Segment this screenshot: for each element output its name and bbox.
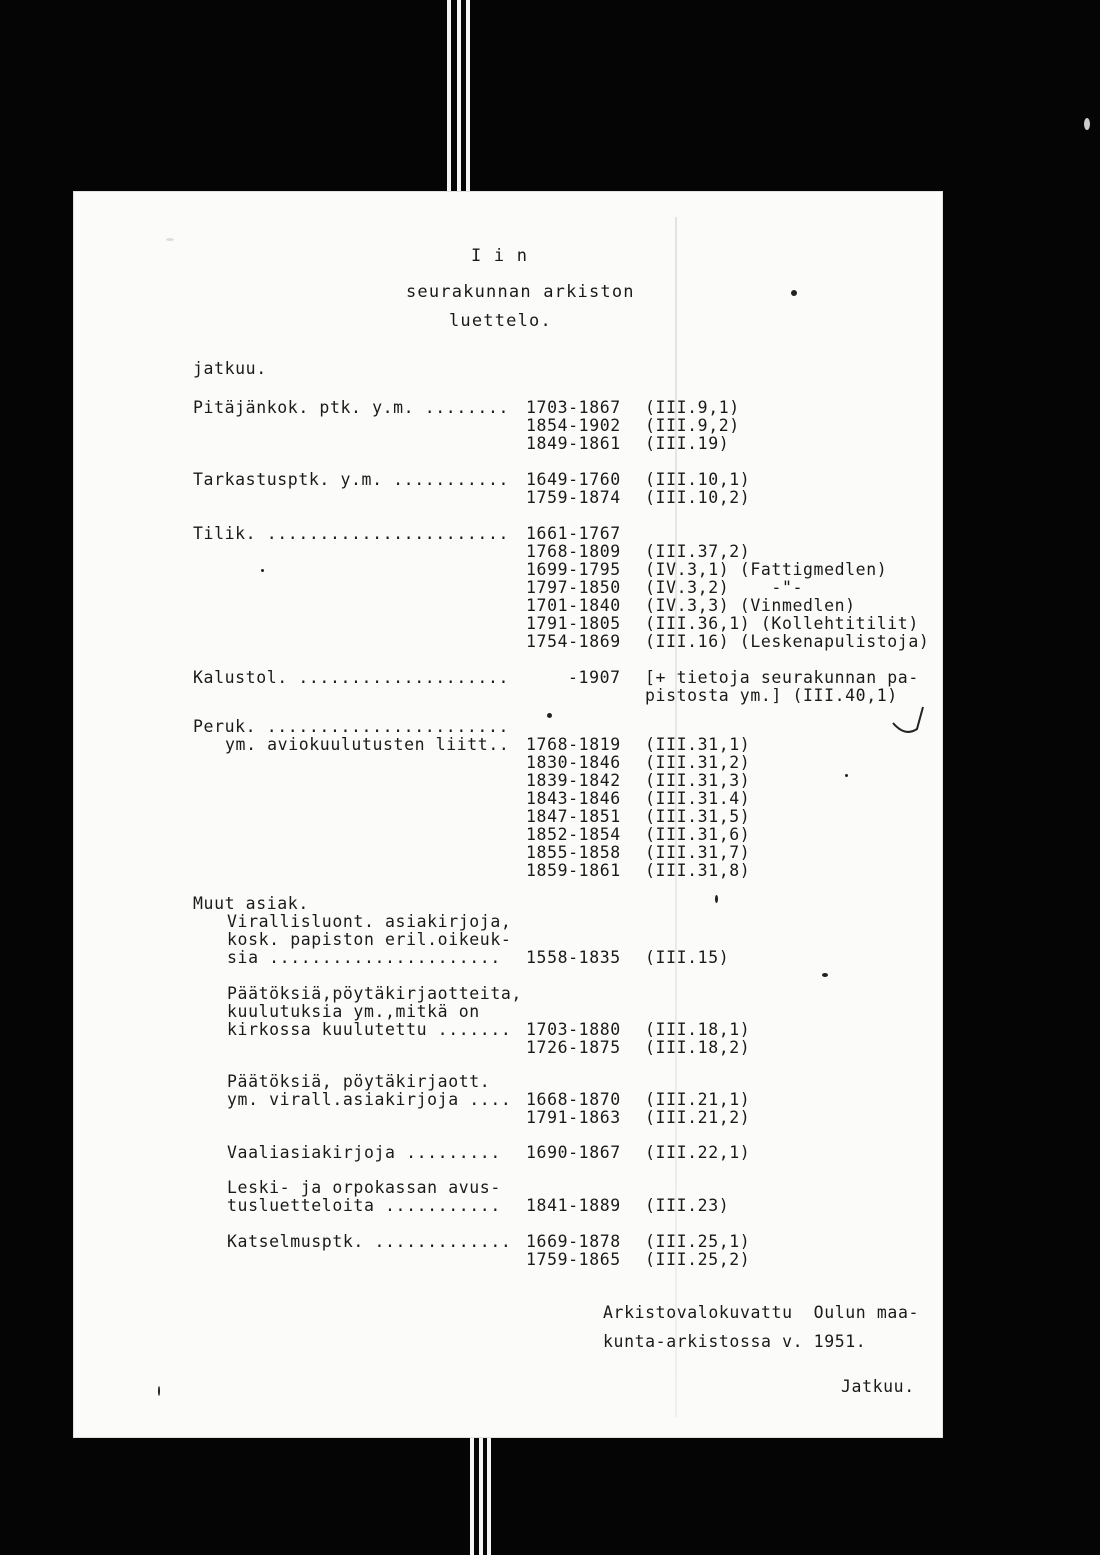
muut-item-line: Virallisluont. asiakirjoja, <box>227 912 512 931</box>
dust-speck <box>547 713 552 718</box>
muut-item-line: Päätöksiä, pöytäkirjaott. <box>227 1072 491 1091</box>
entry-ref: (III.10,2) <box>645 488 751 507</box>
entry-year: 1668-1870 <box>526 1090 621 1109</box>
entry-ref: (III.36,1) (Kollehtitilit) <box>645 614 919 633</box>
entry-ref: (III.25,1) <box>645 1232 751 1251</box>
entry-year: 1768-1809 <box>526 542 621 561</box>
entry-year: 1841-1889 <box>526 1196 621 1215</box>
entry-ref: (III.31,1) <box>645 735 751 754</box>
entry-year: 1839-1842 <box>526 771 621 790</box>
entry-ref: [+ tietoja seurakunnan pa- <box>645 668 919 687</box>
footer-continued: Jatkuu. <box>841 1377 915 1396</box>
entry-year: 1847-1851 <box>526 807 621 826</box>
entry-year: 1854-1902 <box>526 416 621 435</box>
entry-ref: (IV.3,2) -"- <box>645 578 804 597</box>
entry-ref: (III.9,2) <box>645 416 740 435</box>
title-line-1: I i n <box>471 246 529 266</box>
entry-label: Kalustol. .................... <box>193 668 510 687</box>
entry-ref: (III.18,1) <box>645 1020 751 1039</box>
title-line-3: luettelo. <box>449 311 552 331</box>
entry-ref: (III.31,2) <box>645 753 751 772</box>
entry-year: 1759-1874 <box>526 488 621 507</box>
dust-speck <box>166 238 174 241</box>
entry-year: 1649-1760 <box>526 470 621 489</box>
entry-label-2: ym. aviokuulutusten liitt.. <box>225 735 510 754</box>
section-heading: Muut asiak. <box>193 894 309 913</box>
entry-year: 1699-1795 <box>526 560 621 579</box>
entry-year: 1701-1840 <box>526 596 621 615</box>
film-edge-line <box>466 0 470 191</box>
entry-ref: (III.9,1) <box>645 398 740 417</box>
entry-year: 1843-1846 <box>526 789 621 808</box>
entry-ref: pistosta ym.] (III.40,1) <box>645 686 898 705</box>
entry-year: 1703-1867 <box>526 398 621 417</box>
muut-item-line: Vaaliasiakirjoja ......... <box>227 1143 501 1162</box>
entry-label: Tilik. ....................... <box>193 524 510 543</box>
entry-year: 1669-1878 <box>526 1232 621 1251</box>
entry-ref: (III.15) <box>645 948 730 967</box>
entry-ref: (III.21,2) <box>645 1108 751 1127</box>
muut-item-line: kuulutuksia ym.,mitkä on <box>227 1002 480 1021</box>
entry-year: 1661-1767 <box>526 524 621 543</box>
entry-ref: (III.31,8) <box>645 861 751 880</box>
muut-item-line: kirkossa kuulutettu ....... <box>227 1020 512 1039</box>
dust-speck <box>1084 118 1090 130</box>
muut-item-line: Katselmusptk. ............. <box>227 1232 512 1251</box>
dust-speck <box>845 774 848 777</box>
dust-speck <box>715 895 718 903</box>
dust-speck <box>822 973 828 977</box>
entry-year: 1849-1861 <box>526 434 621 453</box>
entry-year: 1690-1867 <box>526 1143 621 1162</box>
entry-year: 1754-1869 <box>526 632 621 651</box>
entry-ref: (III.31,5) <box>645 807 751 826</box>
entry-label: Peruk. ....................... <box>193 717 510 736</box>
entry-ref: (IV.3,1) (Fattigmedlen) <box>645 560 888 579</box>
entry-ref: (III.18,2) <box>645 1038 751 1057</box>
check-mark-icon <box>891 705 925 735</box>
dust-speck <box>158 1386 160 1396</box>
muut-item-line: Päätöksiä,pöytäkirjaotteita, <box>227 984 522 1003</box>
muut-item-line: tusluetteloita ........... <box>227 1196 501 1215</box>
document-page <box>73 191 943 1438</box>
entry-label: Tarkastusptk. y.m. ........... <box>193 470 510 489</box>
footer-line-2: kunta-arkistossa v. 1951. <box>603 1332 867 1351</box>
entry-year: 1726-1875 <box>526 1038 621 1057</box>
dust-speck <box>261 569 264 572</box>
entry-ref: (III.22,1) <box>645 1143 751 1162</box>
entry-label: Pitäjänkok. ptk. y.m. ........ <box>193 398 510 417</box>
entry-year: 1791-1863 <box>526 1108 621 1127</box>
entry-ref: (III.31,3) <box>645 771 751 790</box>
entry-ref: (III.37,2) <box>645 542 751 561</box>
continued-top: jatkuu. <box>193 359 267 378</box>
entry-ref: (IV.3,3) (Vinmedlen) <box>645 596 856 615</box>
entry-ref: (III.21,1) <box>645 1090 751 1109</box>
entry-ref: (III.25,2) <box>645 1250 751 1269</box>
title-line-2: seurakunnan arkiston <box>406 282 635 302</box>
muut-item-line: Leski- ja orpokassan avus- <box>227 1178 501 1197</box>
entry-ref: (III.31,7) <box>645 843 751 862</box>
entry-ref: (III.10,1) <box>645 470 751 489</box>
entry-year: 1830-1846 <box>526 753 621 772</box>
film-edge-line <box>487 1438 491 1555</box>
film-edge-line <box>470 1438 474 1555</box>
entry-year: 1859-1861 <box>526 861 621 880</box>
entry-year: 1703-1880 <box>526 1020 621 1039</box>
entry-ref: (III.19) <box>645 434 730 453</box>
entry-year: 1759-1865 <box>526 1250 621 1269</box>
muut-item-line: ym. virall.asiakirjoja .... <box>227 1090 512 1109</box>
entry-ref: (III.31,6) <box>645 825 751 844</box>
muut-item-line: sia ...................... <box>227 948 501 967</box>
entry-ref: (III.31.4) <box>645 789 751 808</box>
entry-year: 1558-1835 <box>526 948 621 967</box>
entry-year: 1852-1854 <box>526 825 621 844</box>
entry-ref: (III.23) <box>645 1196 730 1215</box>
entry-year: 1797-1850 <box>526 578 621 597</box>
entry-year: 1791-1805 <box>526 614 621 633</box>
footer-line-1: Arkistovalokuvattu Oulun maa- <box>603 1303 920 1322</box>
entry-year: -1907 <box>568 668 621 687</box>
film-edge-line <box>447 0 451 191</box>
entry-year: 1855-1858 <box>526 843 621 862</box>
entry-year: 1768-1819 <box>526 735 621 754</box>
film-edge-line <box>457 0 461 191</box>
entry-ref: (III.16) (Leskenapulistoja) <box>645 632 930 651</box>
film-edge-line <box>479 1438 483 1555</box>
dust-speck <box>791 290 797 296</box>
muut-item-line: kosk. papiston eril.oikeuk- <box>227 930 512 949</box>
